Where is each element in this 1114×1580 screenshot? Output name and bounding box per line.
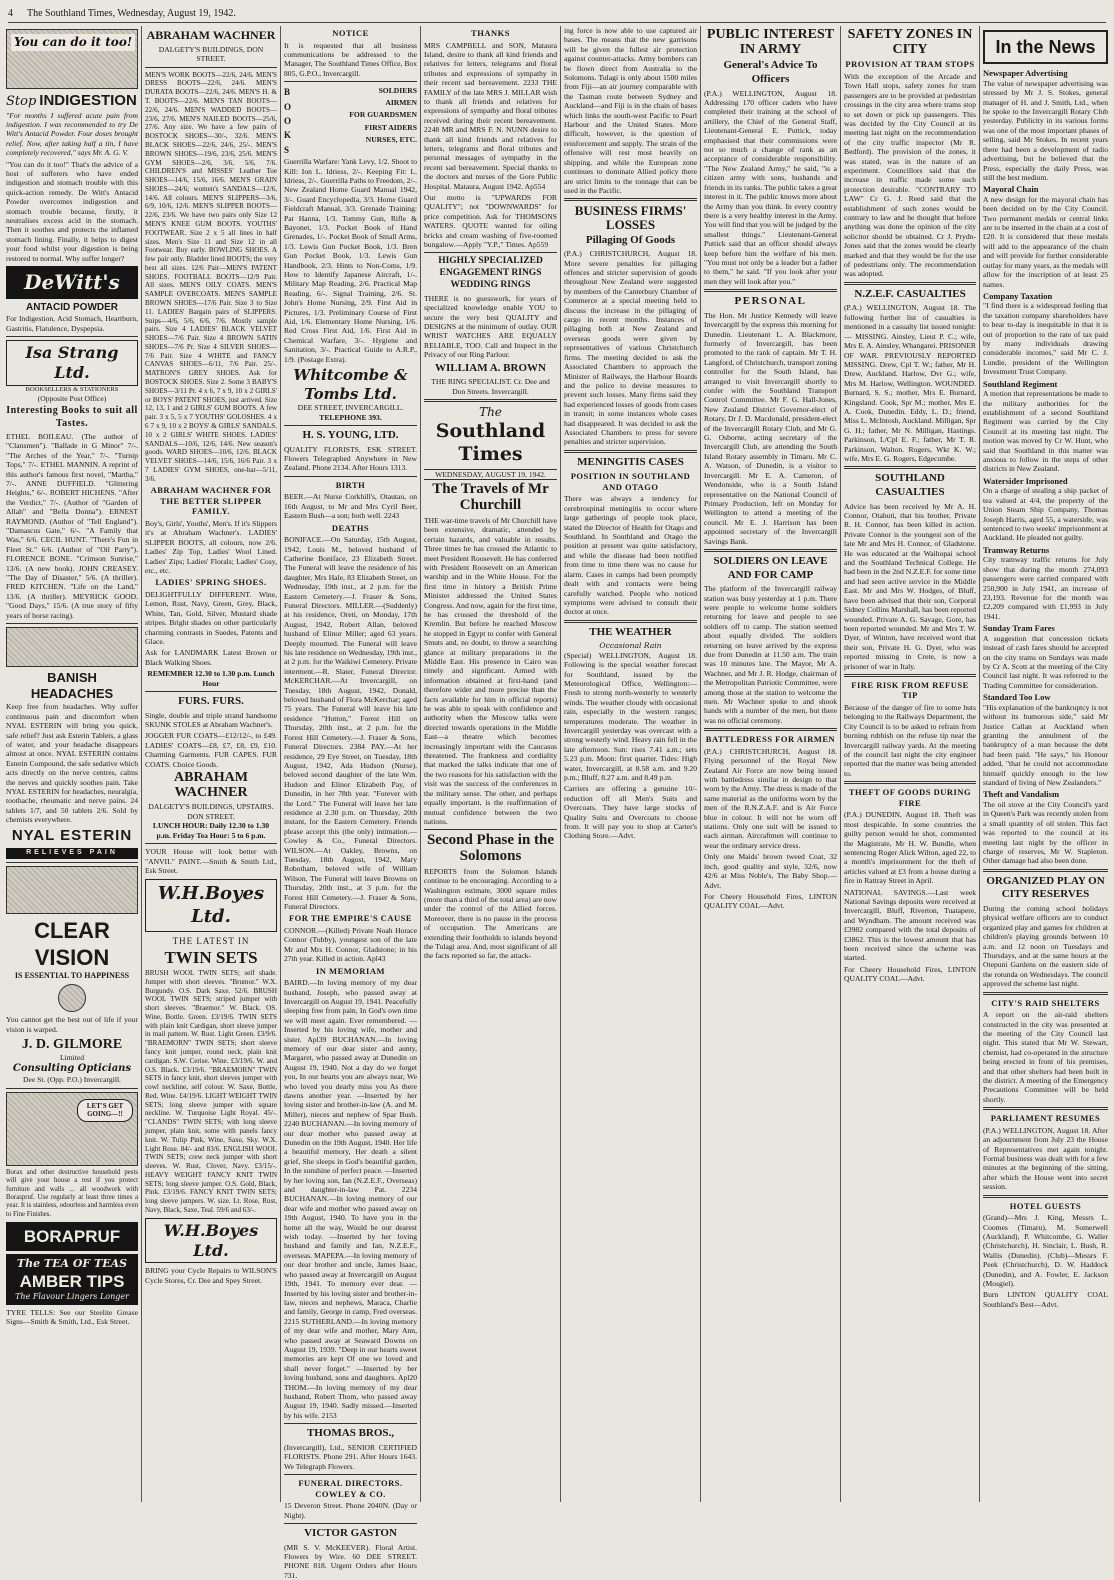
amber-tagline: The Flavour Lingers Longer [15,1292,129,1301]
strang-book-list: ETHEL BOILEAU. (The author of "Clansmen"). "Ballade in G Minor" 7/-. "The Arches of the Year," 7/-. "Turnip Tops," 7/-. ETHEL MANNIN. A reprint of this author's famous first novel, "Martha," 7/-. ANNE DUFFIELD. "Glittering Heights," 6/-. ROBERT HICHENS. "After the Verdict," 7/-. (Author of "Garden of Allah" and "Bella Donna"). ERNEST RAYMOND. (Author of "Tell England"). "Damascus Gate," 6/-. "A Family that Was," 6/6. CECIL HUNT. "There's Fun in Fleet St." 6/6. (Author of "Oil Party"). FLORENCE BONE. "Crimson Sunrise," 13/6. (A new book). JOHN CREASEY. "The Day of Disaster," 5/6. (A thriller). FRED KITCHEN. "Life on the Land," 13/6. (A thriller). MEYRICK GOOD. "Good Days," 15/6. (A true story of fifty years of horse racing). [6,431,138,620]
news-column-five [564,26,697,1502]
fire-risk-body: Because of the danger of fire to some huts belonging to the Railways Department, the City Council is to be asked to refrain from burning rubbish on the refuse tip near the Invercargill railway yards. At the meeting of the council last night the city engineer reported that the matter was being attended to. [844,703,976,778]
wachner-slipper-body: Boy's, Girls', Youths', Men's. If it's Slippers it's at Abraham Wachner's. LADIES' SLIPPER BOOTS, all colours, now 2/6. Ladies' Zip Top, Ladies' Wool Lined. Ladies' Zips; Ladies' Florals; Ladies' Cosy, etc., etc. [145,519,277,576]
empire-notice: CONNOR.—(Killed) Private Noah Horace Connor (Tubby), youngest son of the late Mr and Mrs H. Connor, Gladstone; in his 27th year. Killed in action. Apl43 [284,925,417,964]
books-letter: O [284,101,292,112]
editorial-column [424,26,557,1502]
page-number: 4 [8,7,13,19]
books-target: AIRMEN [385,98,417,108]
weather-sub: Occasional Rain [599,641,662,651]
books-target: FOR GUARDSMEN [349,110,417,120]
wachner-address-repeat: DALGETY'S BUILDINGS, UPSTAIRS. DON STREET. [148,802,274,821]
cowley-heading: FUNERAL DIRECTORS. COWLEY & CO. [298,1478,403,1499]
safety-zones-body: With the exception of the Arcade and Town Hall stops, safety zones for tram passengers are to be provided at pedestrian crossings in the city area where trams stop to set down or pick up passengers. This was decided by the City Council at its meeting last night on the recommendation of the city traffic inspector (Mr R. Bedford). The provision of the zones, it was stated, was in the nature of an experiment. Councillors said that the increase in traffic made some such protection desirable. "CONTRARY TO LAW" Cr G. J. Reed said that the establishment of such zones would be contrary to law and he thought that before anything was done the opinion of the city solicitor should be obtained. Cr J. Prydn-Jones said that the zones would be clearly marked and that they would be for the use of pedestrians only. The recommendation was adopted. [844,71,976,279]
headache-illustration [6,627,138,667]
gaston-body: (MR S. V. McKEEVER). Floral Artist. Flowers by Wire. 60 DEE STREET. PHONE 818. Urgent Orders after Hours 731. [284,1542,417,1580]
wachner-shoe-list: MEN'S WORK BOOTS—22/6, 24/6. MEN'S DRESS BOOTS—22/6, 24/6. MEN'S DURATA BOOTS—22/6, 24/6. MEN'S H. & T. BOOTS—22/6. MEN'S TAN BOOTS—22/6, 24/6. MEN'S WADDED BOOTS—23/6, 27/6. MEN'S NAILED BOOTS—25/6, 27/6. Any size. We have a few pairs of BOSTOCK SHOES—30/-, 32/6. MEN'S BLACK SHOES—22/6, 24/6, 25/-. MEN'S BROWN SHOES—19/6, 23/6, 25/6. MEN'S GYM SHOES—2/6, 3/6, 5/6, 7/6. CHILDREN'S and MISSES' Leather Toe SHOES—14/6, 15/6, 16/6. MEN'S GRAIN SHOES—24/6; women's SANDALS—12/6, 14/6. All colours. MEN'S SLIPPERS—3/6, 6/9, 10/6, 12/6. MEN'S SLIPPER BOOTS—22/6, 23/6. We have two pairs only Size 12 MEN'S KNEE GUM BOOTS. YOUTHS' FOOTWEAR. Size 2 x 5 all lines in half sizes. Men's Size 11 and Size 12 in all Footwear. Buy early. BOWLING SHOES. A few pair only. Bladder lined BOOTS; the very best all sizes. 12/6 Pair—MEN'S PATENT SHOES. FOOTBALL BOOTS—12/9 Pair. All sizes. MEN'S OILY COATS. MEN'S SAMPLE OVERCOATS. MEN'S SAMPLE BROWN SHOES—17/6 Pair. Size 3 to Size 11. LADIES' Bargain pairs of SLIPPERS. Snips—4/6, 5/6, 6/6, 7/6. Mostly sample pairs. Size 4 LADIES' BLACK VELVET SHOES—7/6 Pair. Size 4 BROWN SATIN SHOES—7/6 Pr. Size 4 SILVER SHOES—7/6 Pair. Size 4 WHITE and FANCY CANVAS SHOES—6/11, 7/6 Pair. 25/-. MATRON'S GREY SHOES. Ask for BOSTOCK SHOES. Size 2. Some 3 BABY'S SHOES—3/11 Pr. 4 x 6, 7 x 9, 10 x 2 GIRLS' or BOYS' PATENT SHOES, just arrived. Size 12, 13, 1 and 2 GIRLS' GUM BOOTS. A few pair. 3 x 5, 5 x 7 YOUTHS' GOLOSHES. 4 x 6 7 x 9, 10 x 2 BOYS' & GIRLS' SANDALS. 10 x 2 GIRLS' WHITE SHOES. LADIES' SANDALS—10/6, 12/6, 14/6. New season's goods. WARD SHOES—10/6, 12/6. BLACK VELVET SHOES—14/6, 15/6, 16/6 Pair. 3 x 7 LADIES' GYM SHOES, one-bar—5/11, 3/6. [145,70,277,483]
death-notices: BONIFACE.—On Saturday, 15th August, 1942, Louis M., beloved husband of Catherine Boniface, 23 Elizabeth Street. The Funeral will leave the residence of his daughter, Mrs Hale, 83 Elizabeth Street, on Wednesday, 19th inst., at 2 p.m. for the Eastern Cemetery.—J. Fraser & Sons, Funeral Directors. MILLER.—(Suddenly) at his residence, Oreti, on Monday, 17th August, 1942, Robert Allan, beloved husband of Elinor Miller; aged 63 years. Deeply mourned. The Funeral will leave his late residence on Wednesday, 19th inst., at 2 p.m. for the Waikiwi Cemetery. Private interment.—R. Slater, Funeral Director. McKERCHAR.—At Invercargill, on Tuesday, 18th August, 1942, Donald, beloved husband of Flora McKerchar; aged 75 years. The Funeral will leave his late residence "Hutton," Forest Hill on Thursday, 20th inst., at 2 p.m. for the Forest Hill Cemetery.—J. Fraser & Sons, Funeral Directors. 2384 PAY.—At her residence, 29 Eye Street, on Tuesday, 18th August, 1942, Ada Hudson (Nurse), beloved second daughter of the late Wm. Hudson and Elinor Elizabeth Pay, of Dunedin, in her 78th year. "Forever with the Lord." The Funeral will leave her late residence at 2.30 p.m. on Thursday, 20th instant, for the Eastern Cemetery. Friends please accept this (the only) intimation.—Cowley & Co., Funeral Directors. WILSON.—At Oakley, Browns, on Tuesday, 18th August, 1942, Mary Robotham, beloved wife of William Wilson. The Funeral will leave Browns on Thursday, 20th inst., at 3 p.m. for the Forest Hill Cemetery.—J. Fraser & Sons, Funeral Directors. [284,535,417,912]
dewitt-promo-text: You can do it too! [11,34,135,51]
furs-prices: JOGGER FUR COATS—£12/12/-, to £49. LADIES' COATS—£8, £7, £8, £9, £10. Charming Garments. FUR CAPES. FUR COATS. Choice Goods. [145,731,277,769]
dewitt-product: ANTACID POWDER [25,301,119,313]
cowley-body: 15 Deveron Street. Phone 2040N. (Day or Night). [284,1501,417,1520]
hotel-guests-body: (Grand)—Mrs J. King, Messrs L. Coomes (Timaru), M. Somerwell (Auckland), P. Whitcombe, G. Waller (Christchurch), H. Sinclair, L. Bush, R. Wallis (Dunedin). (Club)—Messrs F. Peek (Christchurch), D. W. Haddock (Dunedin), and A. Fowler, E. Jackson (Mosgiel). [983,1213,1108,1288]
news-item [983,692,1108,787]
gilmore-address: Dee St. (Opp. P.O.) Invercargill. [23,1075,121,1085]
news-item-heading: Tramway Returns [983,544,1050,555]
boyes-logo-bottom: W.H.Boyes Ltd. [145,1218,277,1264]
safety-zones-heading: SAFETY ZONES IN CITY [847,27,973,57]
thomas-bros-body: (Invercargill), Ltd., SENIOR CERTIFIED FLORISTS. Phone 291. After Hours 1643. We Telegraph Flowers. [284,1442,417,1471]
memoriam-notices: BAIRD.—In loving memory of my dear husband, Joseph, who passed away at Invercargill on August 19, 1941. Peacefully sleeping free from pain, In God's own time we will meet again. Ever remembered. —Inserted by his loving wife, mother and sister. Apl39 BUCHANAN.—In loving memory of our dear sister and aunty, Margaret, who passed away at Dunedin on August 19, 1940. Not a day do we forget you, In our hearts you are always near, We who loved you dearly miss you As there dawns another year. —Inserted by her loving sister and brother-in-law (A. and M. Miller), nieces and nephew of Spar Bush. 2240 BUCHANAN.—In loving memory of our dear mother who passed away at Dunedin on the 19th August, 1940. Her life a beautiful memory, Her death a silent grief, She sleeps in God's beautiful garden, In the sunshine of perfect peace. —Inserted by her loving son, Ian (N.Z.E.F., Overseas) and daughter-in-law Pat. 2234 BUCHANAN.—In loving memory of our dear wife and mother who passed away on 19th August, 1940. To have you in the home all the way, Would be our dearest wish today. —Inserted by her loving husband and family and Ian, N.Z.E.F., overseas. MAPEPA.—In loving memory of our dear brother and uncle, James Isaac, who passed away at Invercargill on August 19th, 1941. To memory ever dear. —Inserted by his loving sister and brother-in-law, nieces and nephews, Maraca, Charlie and family, George in camp, Fred overseas. 2215 SUTHERLAND.—In loving memory of my dear wife and mother, Mary Ann, who passed away at Seaward Downs on August 19, 1939. "Deep in our hearts sweet memories are kept Of one we loved and shall never forget." —Inserted by her loving husband, sons and daughters. Apl20 THOM.—In loving memory of my dear husband, Robert Thom, who passed away August 19, 1940. Sadly missed.—Inserted by his wife. 2153 [284,978,417,1420]
banish-heading: BANISH HEADACHES [30,670,114,702]
carters-advert: Carriers are offering a genuine 10/-reduction off all Men's Suits and Overcoats. They have large stocks of Quality Suits and Overcoats to choose from. It will pay you to shop at Carter's Clothing Store.—Advt. [564,784,697,841]
notices-column [284,26,417,1580]
safety-zones-sub: PROVISION AT TRAM STOPS [845,59,975,70]
gilmore-clear: CLEAR [34,917,110,943]
furs-heading: FURS. FURS. [178,695,244,708]
dewitt-stop-word: Stop [6,94,37,109]
business-losses-sub: Pillaging Of Goods [585,233,676,246]
news-item-body: On a charge of stealing a ship packet of tea valued at 4/4, the property of the Union Steam Ship Company, Thomas Joseph Harris, aged 55, a waterside, was sentenced to two weeks' imprisonment at Auckland. He pleaded not guilty. [983,486,1108,543]
eye-illustration [6,866,138,914]
hotel-guests-heading: HOTEL GUESTS [1009,1200,1082,1211]
news-item [983,379,1108,474]
news-item-body: A suggestion that concession tickets instead of cash fares should be accepted on the city trams on Sundays was made by Cr A. Scott at the meeting of the City Council last night. It was referred to the Trading Committee for consideration. [983,633,1108,690]
thanks-tail-notices: Our motto is "UPWARDS FOR QUALITY"; not "DOWNWARDS" for price competition. Ask for THOMSONS WATERS. QUOTE wanted for oiling bricks and cream washing of five-roomed bungalow.—Apply "Y.P.," Times. Ap559 [424,193,557,250]
personal-heading: PERSONAL [734,295,807,308]
dewitt-body: "You can do it too!" That's the advice of a host of sufferers who have ended indigestion and stomach trouble with this quick-action remedy. De Witt's Antacid Powder overcomes indigestion and stomach trouble because, firstly, it neutralises excess acid in the stomach. Then it soothes and protects the inflamed stomach lining. Finally, it helps to digest your food whilst your digestion is being restored to normal. Why suffer longer? [6,159,138,263]
news-item-body: A motion that representations be made to the military authorities for the establishment of a second Southland Regiment was carried by the City Council at its meeting last night. The motion was moved by Cr W. Hunt, who said that Southland in this matter was anxious to follow in the steps of other districts in New Zealand. [983,389,1108,474]
cycle-repairs-note: BRING your Cycle Repairs to WILSON'S Cycle Stores, Cr. Dee and Spey Street. [145,1266,277,1285]
dewitt-logo: DeWitt's [6,266,138,299]
theft-heading: THEFT OF GOODS DURING FIRE [848,787,972,808]
eyeball-icon [58,984,86,1012]
wachner-spring-body: DELIGHTFULLY DIFFERENT. Wine, Lemon, Rust, Navy, Green, Grey, Black, White, Tan, Gold, Silver, Mustard shade stripes. Bright shades on other particularly charming contrasts in Suedes, Patents and Glace. [145,589,277,646]
army-body: (P.A.) WELLINGTON, August 18. Addressing 170 officer cadets who have completed their training at the school of artillery, the Chief of the General Staff, Lieutenant-General E. Puttick, today emphasised that their commissions were not so much a change of rank as an acceptance of considerable responsibility. "The New Zealand Army," he said, "is a citizen army with sons, husbands and friends in its ranks. The public takes a great interest in it. The public knows more about the Army than you think. In every country there is a very healthy interest in the Army. You will find that you will be judged by the smallest things." Lieutenant-General Puttick said that an officer should always keep before him the welfare of his men. "You must not only be a leader but a father to them," he said. "If you look after your men they will look after you." [704,88,837,286]
wachner-lunch-note: REMEMBER 12.30 to 1.30 p.m. Lunch Hour [147,669,275,688]
birth-notice: BEER.—At Nurse Corkhill's, Otautau, on 16th August, to Mr and Mrs Cyril Beer, Eastern Bush—a son; both well. 2243 [284,492,417,521]
whitcombe-phone: TELEPHONE 393. [319,412,382,422]
meningitis-body: There was always a tendency for cerebrospinal meningitis to occur where large gatherings of people took place, stated the Director of Health for Otago and Southland. In Southland and Otago the position at present was quite satisfactory, and while the disease had been notified from time to time there was no cause for alarm. Cases in camps had been promptly dealt with and contacts were being carefully watched. People who noticed symptoms were advised to consult their doctor at once. [564,494,697,617]
soldiers-leave-heading: SOLDIERS ON LEAVE AND FOR CAMP [713,554,828,581]
raid-shelters-heading: CITY'S RAID SHELTERS [991,997,1100,1008]
amber-tips-ad [6,1254,138,1305]
column-rule [560,26,561,1502]
wachner-slipper-heading: ABRAHAM WACHNER FOR THE BETTER SLIPPER FAMILY. [150,485,272,517]
strang-subtitle: BOOKSELLERS & STATIONERS [25,385,119,393]
ads-column-left [6,26,138,1502]
rings-merchant-name: WILLIAM A. BROWN [435,361,546,374]
books-letter: O [284,115,292,126]
wachner-name-repeat: ABRAHAM WACHNER [174,770,248,800]
dewitt-headline-text: INDIGESTION [39,92,137,109]
wachner-name: ABRAHAM WACHNER [146,28,276,42]
dewitt-quote: "For months I suffered acute pain from indigestion. I was recommended to try De Witt's Antacid Powder. Four doses brought relief. Now, after taking half a tin, I have completely recovered," says Mr. A. G. V. [6,110,138,158]
amber-tips-logo: AMBER TIPS [19,1271,125,1291]
thomas-bros-name: THOMAS BROS., [306,1427,395,1440]
news-item-heading: Southland Regiment [983,378,1058,389]
paint-note: YOUR House will look better with "ANVIL" PAINT.—Smith & Smith Ltd., Esk Street. [145,847,277,875]
furs-body: Single, double and triple strand handsome SKUNK STOLES at Abraham Wachner's. [145,710,277,730]
news-item [983,291,1108,377]
books-letter: K [284,130,292,141]
weather-body: (Special) WELLINGTON, August 18. Following is the special weather forecast for Southland, issued by the Meteorological Office, Wellington:— Fresh to strong north-westerly to westerly winds. The weather cloudy with occasional rain, especially in the western ranges; temperatures moderate. The weather in Invercargill yesterday was overcast with a strong westerly wind. Heavy rain fell in the late afternoon. Sun: rises 7.41 a.m.; sets 5.23 p.m. Moon: first quarter. Tides: High water, Invercargill, at 8.58 a.m. and 9.20 p.m.; Bluff, 8.27 a.m. and 8.49 p.m. [564,650,697,783]
boyes-logo: W.H.Boyes Ltd. [145,879,277,932]
gilmore-name: J. D. GILMORE [21,1037,123,1053]
fire-risk-heading: FIRE RISK FROM REFUSE TIP [851,679,969,701]
books-letter: B [284,87,291,98]
weather-heading: THE WEATHER [589,625,672,638]
whitcombe-logo: Whitcombe & Tombs Ltd. [293,366,408,403]
boyes-twin-sets-heading: TWIN SETS [164,948,258,968]
news-item-heading: Theft and Vandalism [983,789,1060,800]
column-rule [700,26,701,1502]
news-item-body: "His explanation of the bankruptcy is not without its humorous side," said Mr Justice Callan at Auckland when granting the annulment of the bankruptcy of a man because the debt had been paid. "He says," his Honour added, "that he could not accommodate himself quickly enough to the low standard of living of New Zealanders." [983,702,1108,787]
books-target: NURSES, ETC. [365,134,417,144]
books-targets [297,85,417,157]
thanks-notices: MRS CAMPBELL and SON, Mataura Island, desire to thank all kind friends and relatives for letters, telegrams and floral tributes and expressions of sympathy in their recent sad bereavement. 2233 THE FAMILY of the late MRS J. MILLAR wish to thank all friends and relatives for expressions of sympathy and floral tributes received during their recent bereavement. 2248 MR and MRS F. N. NUNN desire to thank all kind friends and relatives for letters, telegrams and floral tributes and personal messages of sympathy in the recent sad bereavement. Special thanks to the doctors and nurses of the Gore Public Hospital. Mataura, August 1942. Ap554 [424,40,557,191]
rings-body: THERE is no guesswork, for years of specialized knowledge enable YOU to secure the very best QUALITY and DESIGNS at the minimum of outlay. OUR WRIST WATCHES ARE EQUALLY RELIABLE, TOO. Call and Inspect in the Privacy of our Ring Parlour. [424,293,557,360]
gilmore-tagline: IS ESSENTIAL TO HAPPINESS [14,971,130,981]
column-rule [280,26,281,1502]
raid-shelters-body: A report on the air-raid shelters constructed in the city was presented at the meeting of the City Council last night. This stated that Mr W. Stewart, chemist, had co-operated in the structure being erected in front of his premises, and that other shelters had been built in the district. A meeting of the Emergency Precautions Committee will be held shortly. [983,1010,1108,1104]
column-rule [141,26,142,1502]
gilmore-limited: Limited [59,1053,85,1063]
news-column-six [704,26,837,1502]
notice-body: It is requested that all business communications be addressed to the Manager, The Southland Times Office, Box 805, G.P.O., Invercargill. [284,40,417,78]
business-losses-heading: BUSINESS FIRMS' LOSSES [574,203,687,232]
coal-advert: For Cheery Household Fires, LINTON QUALITY COAL—Advt. [844,964,976,984]
wachner-hours: LUNCH HOUR: Daily 12.30 to 1.30 p.m. Friday Tea Hour: 5 to 6 p.m. [152,821,270,840]
news-item [983,623,1108,690]
news-item-heading: Mayoral Chain [983,184,1039,195]
battledress-heading: BATTLEDRESS FOR AIRMEN [705,734,836,745]
column-rule [979,26,980,1502]
nameplate-the: The [479,405,502,420]
column-rule [420,26,421,1502]
borer-speech-bubble: LET'S GET GOING—!! [77,1099,133,1122]
in-the-news-column [983,26,1108,1502]
organized-play-body: During the coming school holidays physical welfare officers are to conduct organized play and games for children at children's playing grounds between 10 a.m. and 12 noon on Tuesdays and Thursdays, and at the same hours at the Otepuni Gardens on the eastern side of the rotunda on Wednesdays. The council approved the scheme last night. [983,904,1108,989]
news-item [983,68,1108,182]
strang-heading: Interesting Books to suit all Tastes. [6,405,138,429]
news-item [983,545,1108,621]
national-savings-body: NATIONAL SAVINGS.—Last week National Savings deposits were received at Invercargill, Bluff, Riverton, Tuatapere, and Wyndham. The amount received was £3982 compared with the total deposits of £3862. This is the lowest amount that has been received since the scheme was started. [844,887,976,963]
notice-title: NOTICE [332,28,369,38]
borer-illustration [6,1092,138,1166]
news-item-body: The value of newspaper advertising was stressed by Mr J. S. Stokes, general manager of H. and J. Smith, Ltd., when he spoke to the Invercargill Rotary Club yesterday. Publicity in its various forms was one of the most important phases of selling, said Mr Stokes. In recent years there had been a development of radio advertising, but he believed that the Press, especially the daily Press, was still the best medium. [983,78,1108,182]
dewitt-illustration [6,29,138,89]
dewitt-headline [6,92,138,111]
empire-heading: FOR THE EMPIRE'S CAUSE [288,913,412,924]
news-item-body: City tramway traffic returns for July show that during the month 274,093 passengers were carried compared with 250,900 in July 1941, an increase of 23,193. Revenue for the month was £2,209 compared with £1,993 in July 1941. [983,555,1108,621]
news-item-heading: Standard Too Low [983,692,1051,703]
nzef-casualties-heading: N.Z.E.F. CASUALTIES [854,287,966,300]
personal-body: The Hon. Mr Justice Kennedy will leave Invercargill by the express this morning for Dunedin. Lieutenant L. A. Blackmore, formerly of Invercargill, has been promoted to the rank of captain. Mr T. H. Langford, of Christchurch, transport zoning controller for the South Island, has arranged to visit Invercargill shortly to confer with the Southland Transport Control Committee. Mr F. G. Hall-Jones, New Zealand District Governor-elect of Rotary, Dr J. D. Macdonald, president-elect of the Invercargill Rotary Club, and Mr G. G. Osborne, acting secretary of the Invercargill Club, are attending the South Island Rotary assembly in Timaru. Mr C. A. Watson, of Dunedin, is a visitor to Invercargill. Mr E. A. Cameron, of Wendonside, who is a South Island representative on the National Council of Primary Production, left on Monday for Wellington to attend a meeting of the council. Mr E. J. Harrison has been appointed secretary of the Invercargill Savings Bank. [704,310,837,546]
news-column-seven [844,26,976,1502]
meningitis-heading: MENINGITIS CASES [577,455,684,468]
news-item-heading: Sunday Tram Fares [983,623,1055,634]
birth-heading: BIRTH [335,479,366,490]
deaths-heading: DEATHS [331,522,370,533]
books-target: SOLDIERS [378,86,417,96]
rings-heading: HIGHLY SPECIALIZED ENGAGEMENT RINGS WEDDING RINGS [438,256,543,290]
florist-name: H. S. YOUNG, LTD. [302,429,399,442]
news-item [983,476,1108,543]
dewitt-uses: For Indigestion, Acid Stomach, Heartburn, Gastritis, Flatulence, Dyspepsia. [6,314,138,333]
boyes-twin-set-list: BRUSH WOOL TWIN SETS; self shade. Jumper with short sleeves. "Brumor." W.X. Burgundy. O.S. Dark Saxe. 52/6. BRUSH WOOL TWIN SETS; striped jumper with short sleeves. "Braemor." W. Black. OS. Wine, Bottle. Green. £3/19/6. TWIN SETS with plain knit Cardigan, short sleeve jumper in mail pattern. W. Rust. Light Green. £3/9/6. "BRAEMORN" TWIN SETS; short sleeve fancy knit jumper, round neck, plain knit cardigan. S.W. Cerise. Wine. £3/19/6. W. and O.S. Black. £3/19/6. "BRAEMORN" TWIN SETS in fancy knit, short sleeves jumper with cowl neckline, self colour. W. Saxe, Bottle, Red, Wine. £4/19/6. LIGHT WEIGHT TWIN SETS; long sleeve jumper with square neckline. W. Turquoise Light Royal. 45/-. "CLANDS" TWIN SETS; with long sleeve jumper, plain knit, some with panels fancy knit. W. Tulip Pink, Wine, Saxe, Sky. W.X. Light Rose. 84/- and 83/6. ENGLISH WOOL TWIN SETS; crew neck jumper with short sleeves. W. Rust, Clover, Navy. £3/15/-. HEAVY WEIGHT FANCY KNIT TWIN SETS; long sleeve jumper. O.S. Gold, Black, Pink. £3/19/6. FANCY KNIT TWIN SETS; long sleeve jumpers. W. size. Lt. Rose, Rust, Navy, Black, Saxe, Teal. 59/6 and 63/-. [145,968,277,1215]
amber-tea-of-teas: The TEA OF TEAS [16,1257,128,1271]
army-sub: General's Advice To Officers [723,59,818,85]
news-item-heading: Watersider Imprisoned [983,475,1068,486]
parliament-heading: PARLIAMENT RESUMES [990,1113,1101,1124]
in-the-news-title: In the News [983,30,1108,64]
meningitis-sub: POSITION IN SOUTHLAND AND OTAGO [570,471,691,492]
thanks-heading: THANKS [471,28,510,38]
florist-body: QUALITY FLORISTS, ESK STREET. Flowers Telegraphed Anywhere in New Zealand. Phone 2134. After Hours 1313. [284,444,417,473]
news-item [983,184,1108,289]
gilmore-body: You cannot get the best out of life if your vision is warped. [6,1015,138,1034]
news-item [983,789,1108,865]
battledress-body: (P.A.) CHRISTCHURCH, August 18. Flying personnel of the Royal New Zealand Air Force are now being issued with battledress similar in design to that worn by the Army. The dress is made of the same material as the uniforms worn by the men of the R.N.Z.A.F. and is Air Force blue in colour. It will not be worn off stations. Only one suit will be issued to each airman. Aircraftmen will continue to wear the ordinary service dress. [704,746,837,850]
rings-merchant-sub: THE RING SPECIALIST. Cr. Dee and Don Streets. Invercargill. [431,377,550,396]
news-item-body: The oil stove at the City Council's yard in Queen's Park was recently stolen from a small quantity of oil stolen. This fact was reported to the council at its meeting last night by the officer in charge of reserves, Mr W. Stapleton. Other damage had also been done. [983,799,1108,866]
news-item-body: "I find there is a widespread feeling that the taxation company shareholders have to bear to-day is inequitable in that it is out of proportion to the rate of tax paid by many individuals drawing considerable incomes," said Mr C. J. Lundie, president of the Wellington Investment Trust Company. [983,301,1108,377]
wachner-spring-footer: Ask for LANDMARK Latest Brown or Black Walking Shoes. [145,648,277,667]
coal-advert: Burn LINTON QUALITY COAL Southland's Best—Advt. [983,1290,1108,1309]
books-target: FIRST AIDERS [364,122,417,132]
tyre-note: TYRE TELLS: See our Steelite Grease Signs—Smith & Smith, Ltd., Esk Street. [6,1307,138,1327]
solomons-heading: Second Phase in the Solomons [426,832,555,865]
solomons-body: REPORTS from the Solomon Islands continue to be encouraging. According to a Washington estimate, 3000 square miles (more than a third of the total area) are now under the control of the Allied forces. Moreover, there is no pause in the process of occupation. The Americans are extending their footholds to islands beyond the Tulagi area. And, most significant of all the facts reported so far, the attack- [424,866,557,961]
news-item-heading: Newspaper Advertising [983,68,1068,79]
books-list: Guerrilla Warfare: Yank Levy, 1/2. Shoot to Kill: Ion L. Idriess, 2/-. Keeping Fit: L. Idriess, 2/-. Guerrilla Paths to Freedom, 2/-. New Zealand Home Guard Manual 1942, 3/-. Guard Encyclopedia, 3/3. Home Guard Fieldcraft Manual, 3/3. Grenade Training: Pat Hanna, 1/3. Tommy Gun, Rifle & Bayonet, 1/3. Pocket Book of Hand Grenades, 1/-. Pocket Book of Small Arms, 1/3. Lewis Gun Pocket Book, 1/3. Bren Gun Pocket Book, 1/3. Lewis Gun Handbook, 2/3. Hints to Non-Coms, 1/9. How to Identify Japanese Aircraft, 1/-. Military Map Reading, 2/6. Practical Map Reading, 6/-. Signal Training, 2/6. St. John's Home Nursing, 2/9. First Aid in Pictures, 1/3. Preliminary Course of First Aid, 1/6. Elementary Home Nursing, 1/6. Red Cross First Aid, 1/6. First Aid in Chemical Warfare, 3/-. Hygiene and Sanitation, 3/-. Practical Guide to A.R.P., 1/9. (Postage Extra). [284,157,417,364]
whitcombe-address: DEE STREET, INVERCARGILL. [297,403,404,413]
southland-casualties-body: Advice has been received by Mr A. H. Connor, Otahuti, that his brother, Private R. H. Connor, has been killed in action. Private Connor is the youngest son of the late Mr and Mrs H. Connor, of Gladstone. He was educated at the Waihopai school and the Southland Technical College. He had been in the 2nd N.Z.E.F. for some time and had seen active service in the Middle East. Mr and Mrs W. Hodges, of Bluff, have been advised that their son, Corporal Sidney Collins Marshall, has been reported wounded. Private A. G. Savage, Gore, has been reported wounded. Mr and Mrs T. W. Dyer, of Winton, have received word that their son, Private H. G. Dyer, who was reported missing in Crete, is now a prisoner of war in Italy. [844,501,976,671]
gilmore-vision: VISION [34,945,110,971]
news-item-heading: Company Taxation [983,290,1053,301]
page-header [8,4,1106,23]
nzef-casualties-body: (P.A.) WELLINGTON, August 18. The following further list of casualties is mentioned in a casualty list issued tonight:— MISSING. Ainsley, Lieut P. C.; wife, Mrs E. A. Ainsley, Whangarei. PRISONER OF WAR. PREVIOUSLY REPORTED MISSING. Drew, Cpl T. W.; father, Mr H. Drew, Auckland. Harlow, Dvr G.; wife, Mrs M. Harlow, Wellington. WOUNDED. Burnard, S. S.; mother, Mrs E. Burnard, Kingsland. Cook, Spr M.; mother, Mrs E. A. Cook, Dunedin. Eddy, L. D.; friend, Miss L. McIntosh, Auckland. Milligan, Spr G. H.; father, Mr N. Milligan, Hastings. Parkinson, L/Cpl E. F.; father, Mr T. R. Parkinson, Walton. Rogers, Wkr K. W.; wife, Mrs E. G. Rogers, Edgecumbe. [844,303,976,463]
parliament-body: (P.A.) WELLINGTON, August 18. After an adjournment from July 23 the House of Representatives met again tonight. Formal business was dealt with for a few minutes at the beginning of the sitting, after which the House went into secret session. [983,1125,1108,1192]
travels-body: THE war-time travels of Mr Churchill have been extensive, dramatic, attended by certain hazards, and valuable in results. Three times he has crossed the Atlantic to meet President Roosevelt. He has conferred with President Roosevelt on an American warship and in the White House. For the first time in history a British Prime Minister addressed the United States Congress. And now, again for the first time, he has crossed the threshold of the Kremlin. But before he reached Moscow he stopped in Egypt to confer with General Smuts and, no doubt, to throw a searching glance at military preparations in the Middle East. His presence in Cairo was timely and significant. Armed with information obtained at first-hand (and therefore wider and more precise than the facts available for him in official reports) he was able to speak with confidence and authority when the Moscow talks were directed towards operations in the Middle East—a theatre which becomes increasingly important with the Caucasus threatened. The frankness and cordiality that marked the talks indicate that one of the two reasons for his satisfaction with the visit was the success of the conferences in the military sense. The other, and perhaps equally important, is the reaffirmation of mutual confidence between the two nations. [424,515,557,826]
wachner-spring-heading: LADIES' SPRING SHOES. [155,577,267,588]
business-losses-body: (P.A.) CHRISTCHURCH, August 18. More severe penalties for pillaging offences and stricter supervision of goods throughout New Zealand were suggested by members of the Canterbury Chamber of Commerce at a special meeting held to discuss the increase in the pillaging of cargo in recent months. Instances of pillaging both at New Zealand and overseas goods were given by representatives of various Christchurch firms. The meeting decided to ask the Associated Chambers to approach the Minister of Railways, the Harbour Boards and the police to devise measures to prevent such losses. Many firms said they had experienced losses of goods from cases in transit; in some instances whole cases had disappeared. It was decided to ask the Associated Chambers to press for severe penalties and stricter supervision. [564,249,697,447]
coal-advert: For Cheery Household Fires, LINTON QUALITY COAL—Advt. [704,891,837,911]
books-letter: S [284,144,290,155]
nyal-tagline: RELIEVES PAIN [6,848,138,859]
southland-casualties-heading: SOUTHLAND CASUALTIES [875,472,945,498]
boraspruf-logo: BORAPRUF [6,1222,138,1251]
organized-play-heading: ORGANIZED PLAY ON CITY RESERVES [986,874,1105,901]
nameplate-title: Southland Times [435,419,546,466]
gilmore-role: Consulting Opticians [12,1062,132,1074]
army-heading: PUBLIC INTEREST IN ARMY [706,27,835,57]
theft-body: (P.A.) DUNEDIN, August 18. Theft was most despicable. In some countries the guilty person would be shot, commented the Magistrate, Mr H. W. Bundle, when sentencing Roger Alick Wilton, aged 22, to a month's imprisonment for the theft of articles valued at £3 from a house during a fire in Rattray Street in April. [844,810,976,886]
books-for-soldiers-ad [284,85,417,157]
nyal-logo: NYAL ESTERIN [11,826,133,844]
banish-body: Keep free from headaches. Why suffer continuous pain and discomfort when NYAL ESTERIN will bring you quick, safe relief? Just ask Esterin Tablets, a glass of water, and your headache disappears almost at once. NYAL ESTERIN contains Esterin Compound, the safe sedative which acts directly on the nerve centres, calms the nerves and quickly soothes pain. Take NYAL ESTERIN for headaches, neuralgia, toothache, rheumatic and nerve pains. 24 tablets 1/7, and 50 tablets 2/6. Sold by chemists everywhere. [6,702,138,825]
solomons-continued: ing force is now able to use captured air bases. The means that the new garrisons will be given the fullest air protection against counter-attacks. Army bombers can be flown direct from Australia to the Solomons. Tulagi is only about 1500 miles from Fiji—an air journey comparable with the Tasman route between Sydney and Auckland—and Fiji is in the chain of bases which links the south-west Pacific to Pearl Harbour and the United States. More difficult, however, is the question of reinforcement and supply. The strain of the offensive will rest most heavily on shipping, and while the European zone continues to dominate Allied policy there are strict limits to the tonnage that can be used in the Pacific. [564,26,697,195]
strang-logo: Isa Strang Ltd. [6,340,138,386]
news-item-body: A new design for the mayoral chain has been decided on by the City Council. Two permanent medals or central links are to be inserted in the chain at a cost of £20. It is considered that these medals will add to the appearance of the chain and will provide for further considerable outlay for many years, as the medals will allow for the inscription of at least 25 names. [983,194,1108,289]
travels-heading: The Travels of Mr Churchill [432,481,549,514]
gaston-name: VICTOR GASTON [304,1526,397,1539]
boraspruf-body: Borax and other destructive household pests will give your house a rest if you protect furniture and walls ... all woodwork with Boraspruf. Use regularly at least three times a year. It is stainless, odourless and harmless even to Fine Finishes. [6,1168,138,1218]
memoriam-heading: IN MEMORIAM [315,965,385,976]
baby-shop-advert: Only one Maids' brown tweed Coat, 32 inch, good quality and style, 32/6, now 42/6 at Miss Noble's, The Baby Shop.—Advt. [704,852,837,890]
ads-column-wachner [145,26,277,1502]
strang-location: (Opposite Post Office) [37,393,107,403]
nameplate-date: WEDNESDAY, AUGUST 19, 1942. [424,469,557,480]
books-vertical-word [284,85,291,157]
boyes-latest: THE LATEST IN [172,935,250,946]
soldiers-leave-body: The platform of the Invercargill railway station was busy yesterday at 1 p.m. There were people to welcome home soldiers returning for leave and people to see soldiers off to camp. The station seemed about equally divided. The soldiers returning on leave arrived by the express due from Dunedin at 11.50 a.m. The train was 10 minutes late. The Mayor, Mr A. Wachner, and Mr J. R. Hodge, chairman of the Metropolitan Patriotic Committee, were among those at the station to welcome the men. Mr Wachner spoke to and shook hands with a number of the men, but there was no official ceremony. [704,584,837,725]
column-rule [840,26,841,1502]
paper-title-line: The Southland Times, Wednesday, August 19, 1942. [27,7,236,19]
wachner-address: DALGETY'S BUILDINGS, DON STREET. [158,44,264,64]
